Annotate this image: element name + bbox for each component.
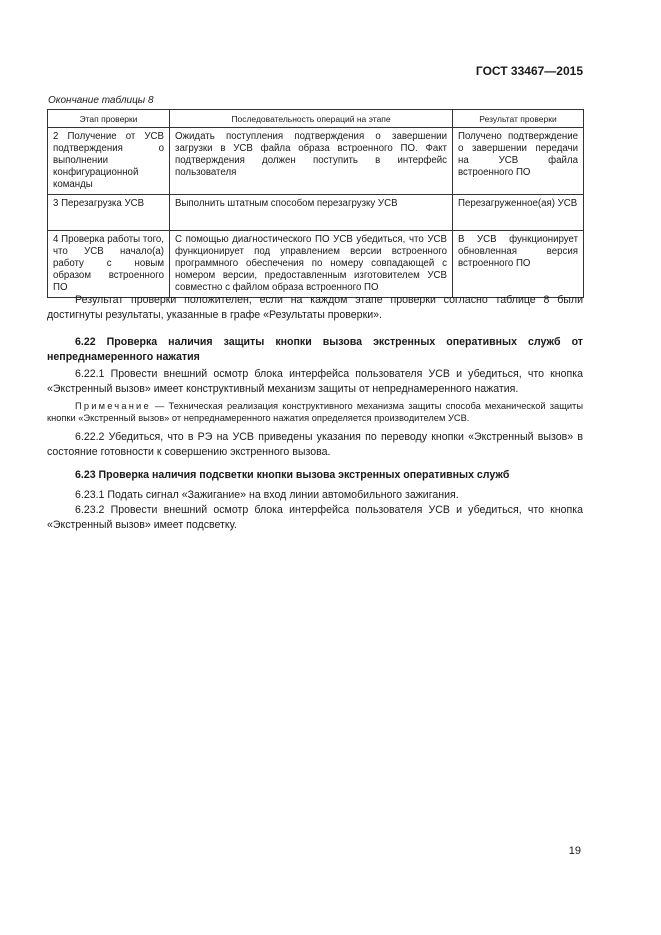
note-label: Примечание	[75, 401, 151, 411]
cell-stage: 3 Перезагрузка УСВ	[48, 195, 170, 231]
column-header-operations: Последовательность операций на этапе	[170, 110, 453, 128]
table-row	[48, 128, 584, 195]
verification-table	[47, 109, 584, 298]
cell-stage: 2 Получение от УСВ подтверждения о выполнении конфигурационной команды	[48, 128, 170, 195]
paragraph-6-22-2: 6.22.2 Убедиться, что в РЭ на УСВ приведены указания по переводу кнопки «Экстренный вызов» в состояние готовности к совершению экстренного вызова.	[47, 431, 583, 458]
cell-result: Перезагруженное(ая) УСВ	[453, 195, 584, 231]
table-caption: Окончание таблицы 8	[48, 95, 154, 106]
paragraph-6-23-1: 6.23.1 Подать сигнал «Зажигание» на вход линии автомобильного зажигания.	[75, 489, 459, 501]
cell-stage: 4 Проверка работы того, что УСВ начало(а) работу с новым образом встроенного ПО	[48, 231, 170, 298]
table-row	[48, 231, 584, 298]
note-paragraph	[47, 400, 583, 424]
section-6-22-heading: 6.22 Проверка наличия защиты кнопки вызова экстренных оперативных служб от непреднамеренного нажатия	[47, 336, 583, 363]
cell-operations: Ожидать поступления подтверждения о завершении загрузки в УСВ файла образа встроенного ПО. Факт подтверждения должен поступить в интерфейс пользователя	[170, 128, 453, 195]
note-text: — Техническая реализация конструктивного механизма защиты способа механической защиты кнопки «Экстренный вызов» от непреднамеренного нажатия определяется производителем УСВ.	[47, 401, 583, 423]
cell-result: Получено подтверждение о завершении передачи на УСВ файла встроенного ПО	[453, 128, 584, 195]
page-number: 19	[568, 845, 581, 857]
conclusion-paragraph: Результат проверки положителен, если на каждом этапе проверки согласно таблице 8 были достигнуты результаты, указанные в графе «Результаты проверки».	[47, 294, 583, 321]
table-row	[48, 195, 584, 231]
paragraph-6-23-2: 6.23.2 Провести внешний осмотр блока интерфейса пользователя УСВ и убедиться, что кнопка «Экстренный вызов» имеет подсветку.	[47, 504, 583, 531]
column-header-result: Результат проверки	[453, 110, 584, 128]
cell-operations: Выполнить штатным способом перезагрузку УСВ	[170, 195, 453, 231]
standard-number: ГОСТ 33467—2015	[475, 64, 583, 78]
paragraph-6-22-1: 6.22.1 Провести внешний осмотр блока интерфейса пользователя УСВ и убедиться, что кнопка «Экстренный вызов» имеет конструктивный механизм защиты от непреднамеренного нажатия.	[47, 368, 583, 395]
table-header-row	[48, 110, 584, 128]
cell-result: В УСВ функционирует обновленная версия встроенного ПО	[453, 231, 584, 298]
cell-operations: С помощью диагностического ПО УСВ убедиться, что УСВ функционирует под управлением версии встроенного программного обеспечения по номеру совпадающей с номером версии, предоставленным изготовителем УСВ совместно с файлом образа встроенного ПО	[170, 231, 453, 298]
column-header-stage: Этап проверки	[48, 110, 170, 128]
section-6-23-heading: 6.23 Проверка наличия подсветки кнопки вызова экстренных оперативных служб	[75, 469, 510, 481]
